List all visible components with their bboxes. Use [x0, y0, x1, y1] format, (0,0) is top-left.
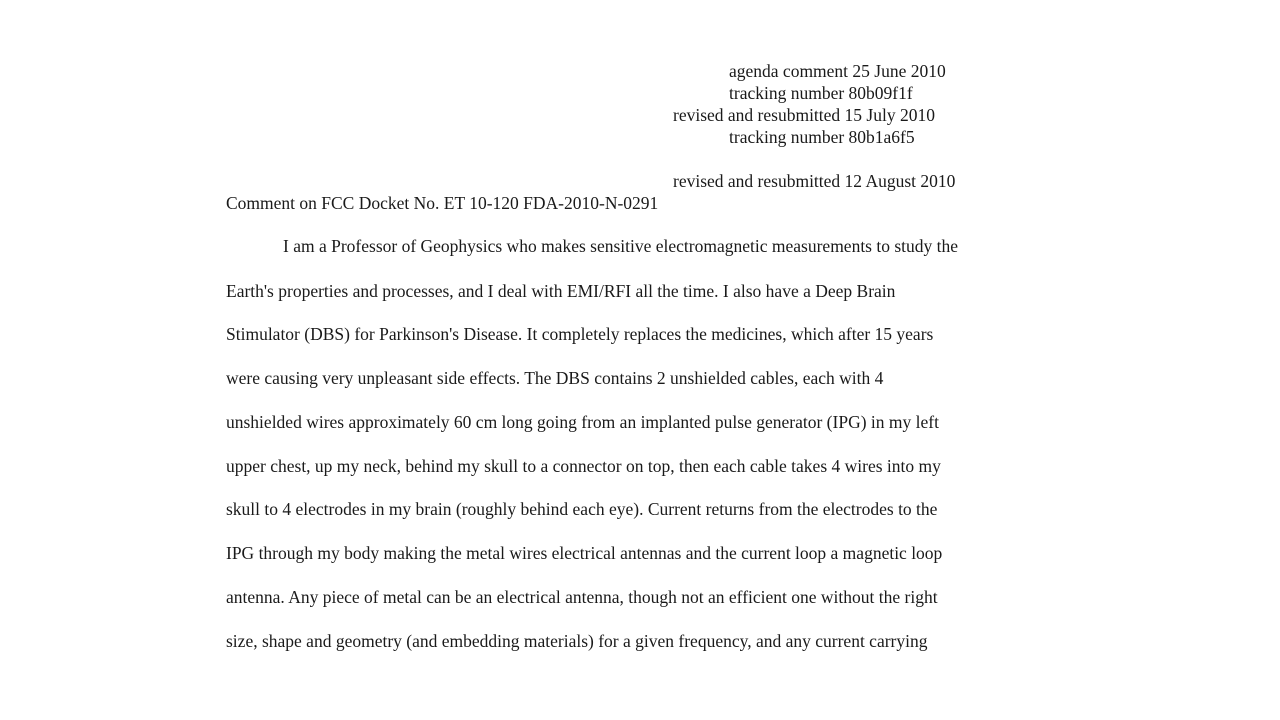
- paragraph-line: IPG through my body making the metal wires electrical antennas and the current loop a magnetic loop: [226, 543, 943, 563]
- document-title: Comment on FCC Docket No. ET 10-120 FDA-2010-N-0291: [226, 193, 659, 213]
- paragraph-line: I am a Professor of Geophysics who makes sensitive electromagnetic measurements to study the: [283, 236, 959, 256]
- revision-line: revised and resubmitted 15 July 2010: [673, 105, 935, 125]
- paragraph-line: antenna. Any piece of metal can be an electrical antenna, though not an efficient one without the right: [226, 587, 938, 607]
- paragraph-line: size, shape and geometry (and embedding materials) for a given frequency, and any current carrying: [226, 631, 928, 651]
- revision-line: revised and resubmitted 12 August 2010: [673, 171, 956, 191]
- agenda-comment-line: agenda comment 25 June 2010: [729, 61, 946, 81]
- paragraph-line: unshielded wires approximately 60 cm long going from an implanted pulse generator (IPG) in my left: [226, 412, 939, 432]
- paragraph-line: upper chest, up my neck, behind my skull to a connector on top, then each cable takes 4 wires into my: [226, 456, 941, 476]
- paragraph-line: Earth's properties and processes, and I deal with EMI/RFI all the time. I also have a Deep Brain: [226, 281, 896, 301]
- tracking-number-line: tracking number 80b1a6f5: [729, 127, 915, 147]
- paragraph-line: skull to 4 electrodes in my brain (roughly behind each eye). Current returns from the electrodes to the: [226, 499, 938, 519]
- tracking-number-line: tracking number 80b09f1f: [729, 83, 913, 103]
- paragraph-line: were causing very unpleasant side effects. The DBS contains 2 unshielded cables, each with 4: [226, 368, 884, 388]
- paragraph-line: Stimulator (DBS) for Parkinson's Disease. It completely replaces the medicines, which after 15 years: [226, 324, 934, 344]
